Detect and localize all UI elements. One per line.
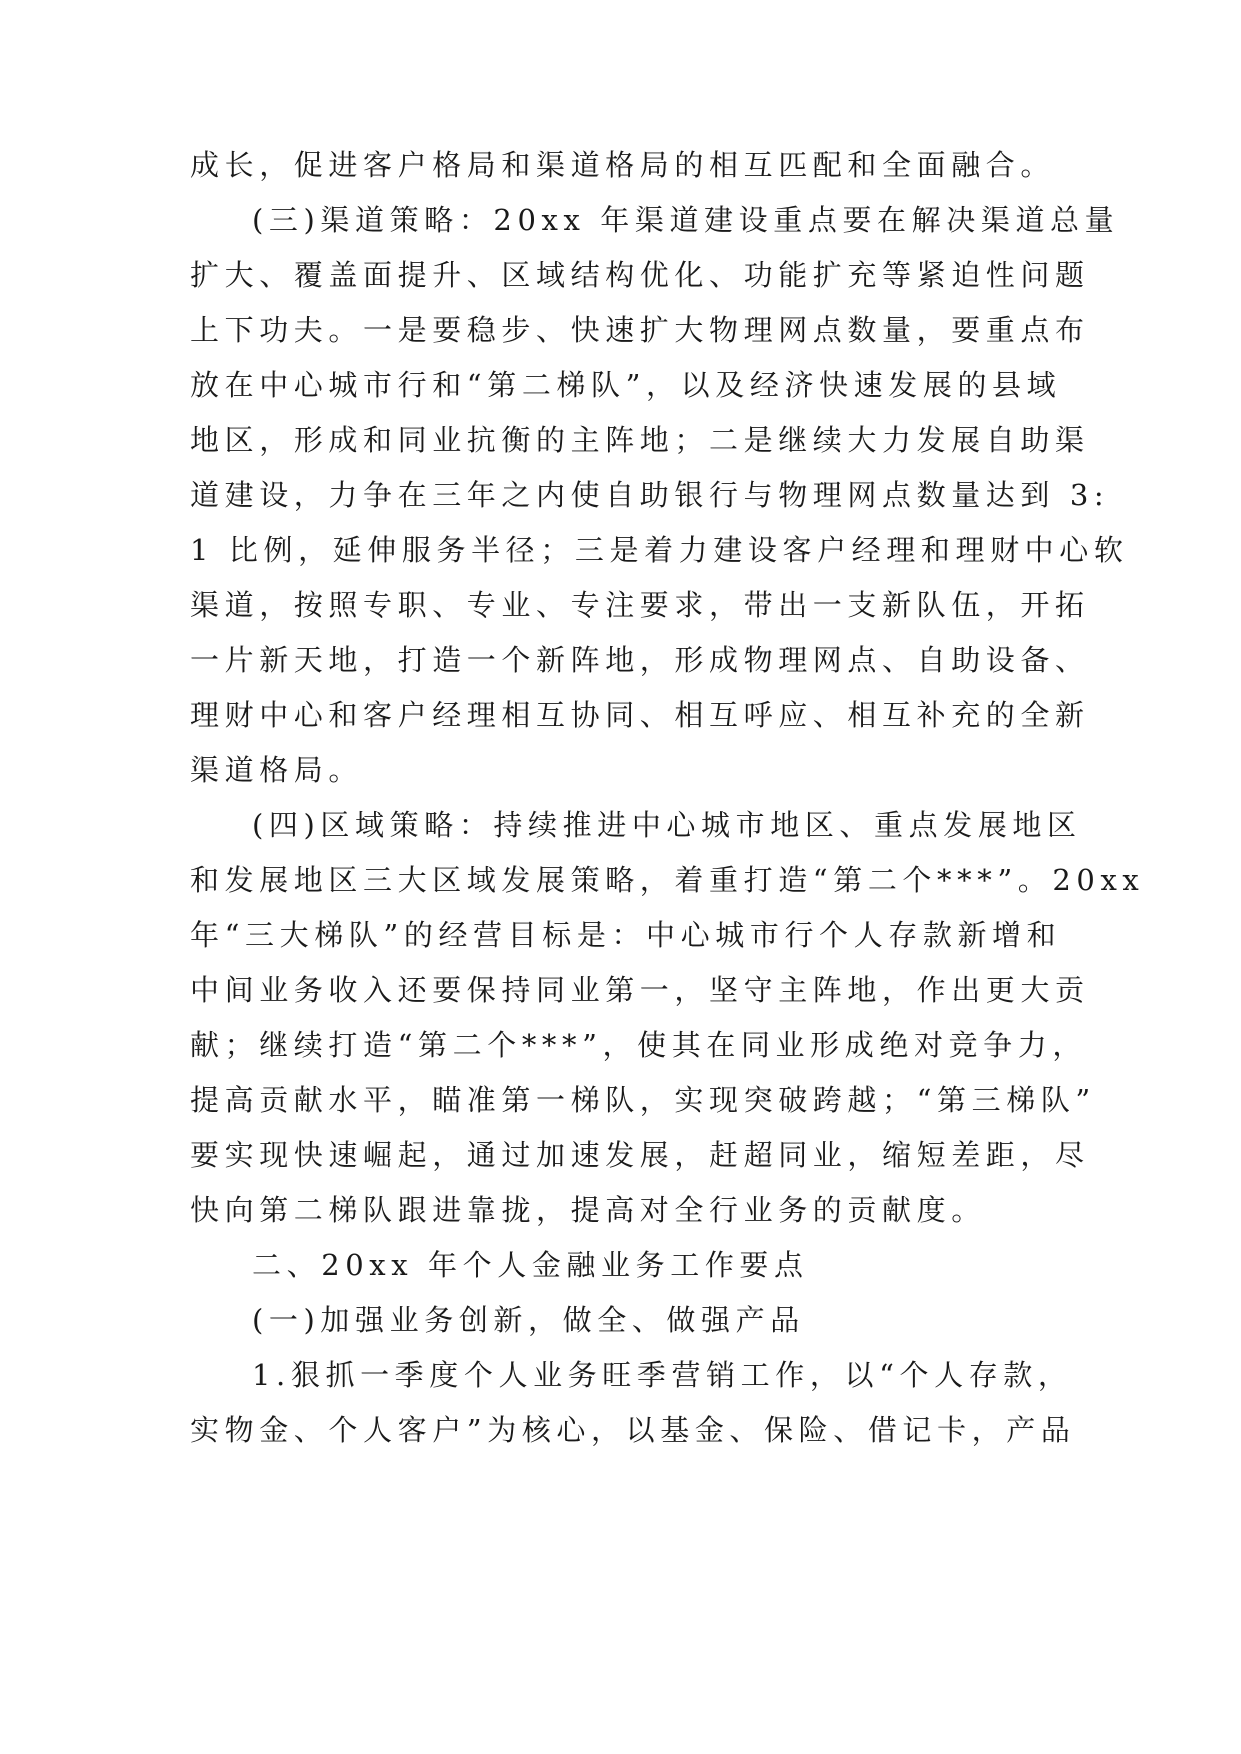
text-line: 1 比例，延伸服务半径；三是着力建设客户经理和理财中心软 — [190, 533, 1129, 567]
text-line: 扩大、覆盖面提升、区域结构优化、功能扩充等紧迫性问题 — [190, 258, 1090, 292]
text-line: (三)渠道策略：20xx 年渠道建设重点要在解决渠道总量 — [252, 203, 1120, 237]
text-line: 要实现快速崛起，通过加速发展，赶超同业，缩短差距，尽 — [190, 1138, 1090, 1172]
text-line: 实物金、个人客户”为核心，以基金、保险、借记卡，产品 — [190, 1413, 1076, 1447]
text-line: 提高贡献水平，瞄准第一梯队，实现突破跨越；“第三梯队” — [190, 1083, 1096, 1117]
subsection-heading: (一)加强业务创新，做全、做强产品 — [252, 1303, 805, 1337]
text-line: (四)区域策略：持续推进中心城市地区、重点发展地区 — [252, 808, 1082, 842]
text-line: 道建设，力争在三年之内使自助银行与物理网点数量达到 3: — [190, 478, 1110, 512]
text-line: 渠道格局。 — [190, 753, 364, 787]
text-line: 地区，形成和同业抗衡的主阵地；二是继续大力发展自助渠 — [190, 423, 1090, 457]
section-heading: 二、20xx 年个人金融业务工作要点 — [252, 1248, 809, 1282]
text-line: 中间业务收入还要保持同业第一，坚守主阵地，作出更大贡 — [190, 973, 1090, 1007]
text-line: 献；继续打造“第二个***”，使其在同业形成绝对竞争力， — [190, 1028, 1087, 1062]
text-line: 和发展地区三大区域发展策略，着重打造“第二个***”。20xx — [190, 863, 1145, 897]
text-line: 1.狠抓一季度个人业务旺季营销工作，以“个人存款， — [252, 1358, 1073, 1392]
text-line: 成长，促进客户格局和渠道格局的相互匹配和全面融合。 — [190, 148, 1056, 182]
text-line: 上下功夫。一是要稳步、快速扩大物理网点数量，要重点布 — [190, 313, 1090, 347]
text-line: 渠道，按照专职、专业、专注要求，带出一支新队伍，开拓 — [190, 588, 1090, 622]
text-line: 一片新天地，打造一个新阵地，形成物理网点、自助设备、 — [190, 643, 1090, 677]
text-line: 快向第二梯队跟进靠拢，提高对全行业务的贡献度。 — [190, 1193, 986, 1227]
text-line: 放在中心城市行和“第二梯队”，以及经济快速发展的县域 — [190, 368, 1062, 402]
text-line: 理财中心和客户经理相互协同、相互呼应、相互补充的全新 — [190, 698, 1090, 732]
text-line: 年“三大梯队”的经营目标是：中心城市行个人存款新增和 — [190, 918, 1062, 952]
